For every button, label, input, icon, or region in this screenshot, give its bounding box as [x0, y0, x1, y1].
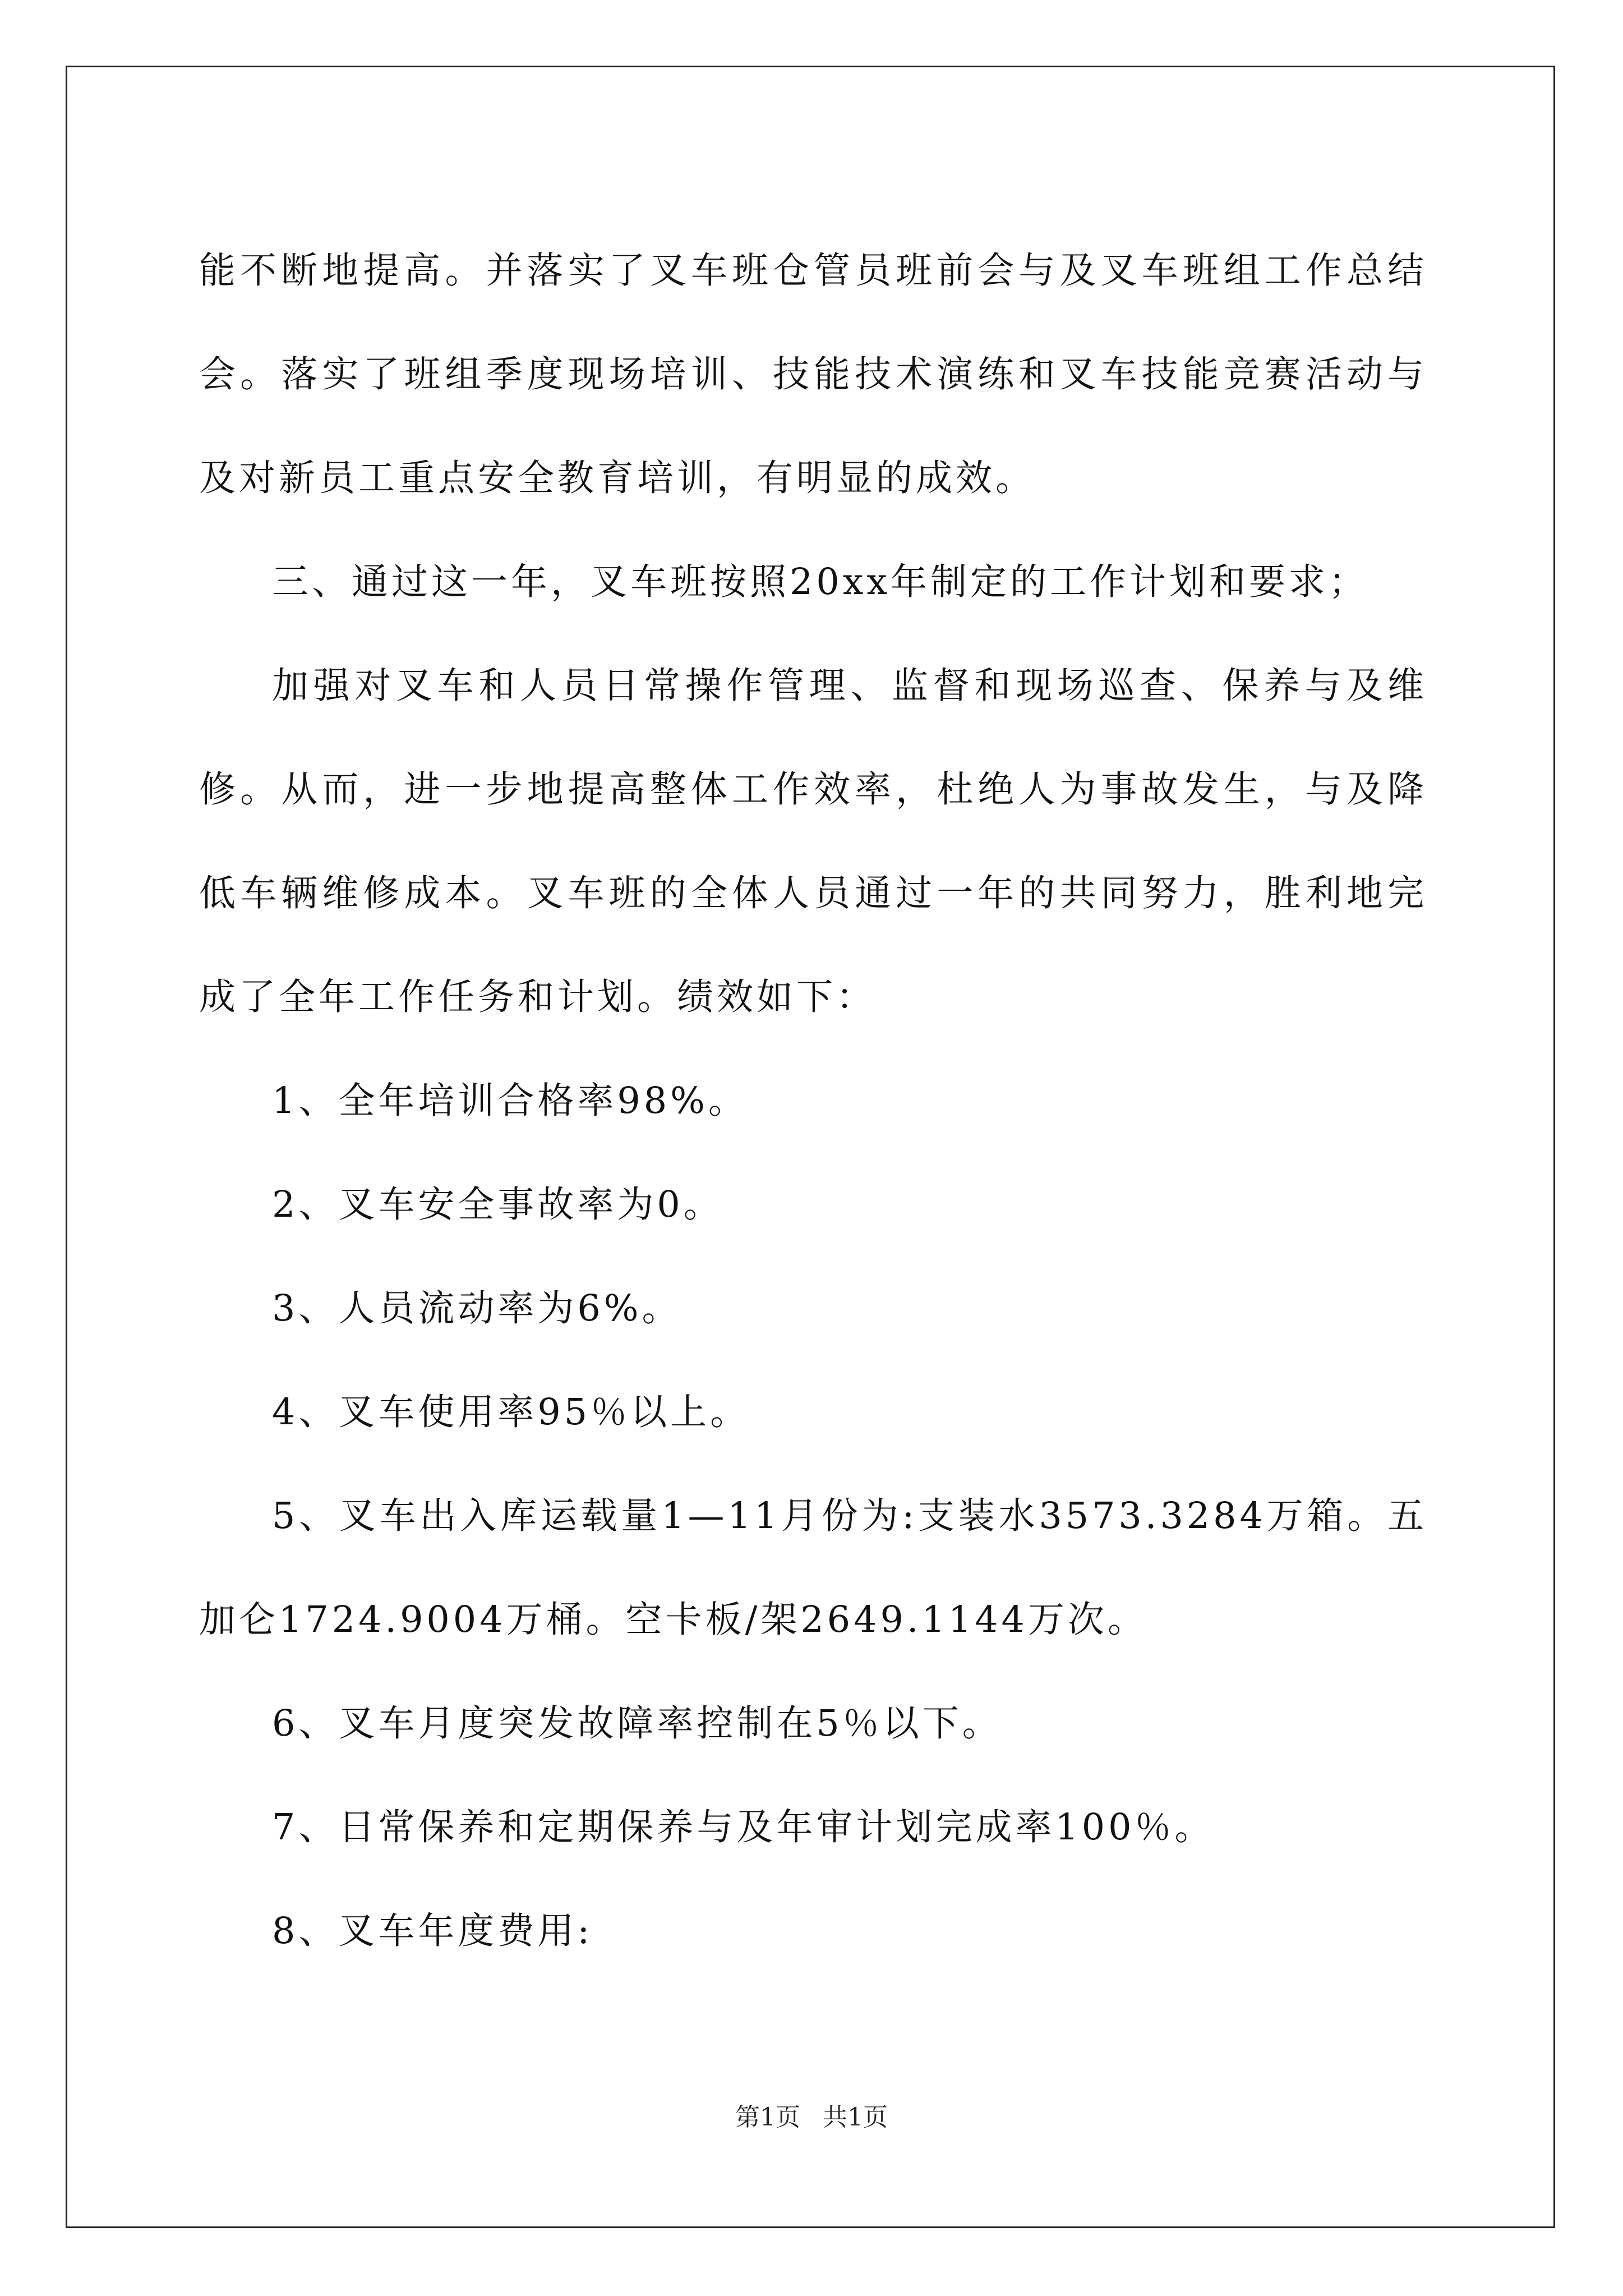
page-number: 第1页	[735, 2103, 800, 2132]
list-item-5	[199, 1464, 1427, 1672]
page-total: 共1页	[823, 2103, 888, 2132]
text-line: 1、全年培训合格率98%。	[272, 1080, 748, 1122]
text-line: 及对新员工重点安全教育培训，有明显的成效。	[199, 457, 1036, 499]
list-item-6	[199, 1672, 1427, 1775]
document-body	[199, 219, 1427, 1983]
list-item-4	[199, 1360, 1427, 1464]
text-line: 三、通过这一年，叉车班按照20xx年制定的工作计划和要求；	[272, 561, 1369, 603]
text-line: 6、叉车月度突发故障率控制在5％以下。	[272, 1703, 1002, 1745]
list-item-1	[199, 1049, 1427, 1153]
text-line: 4、叉车使用率95％以上。	[272, 1391, 750, 1433]
text-line: 加仑1724.9004万桶。空卡板/架2649.1144万次。	[199, 1599, 1147, 1641]
text-line: 5、叉车出入库运载量1—11月份为:支装水3573.3284万箱。五	[272, 1495, 1427, 1537]
paragraph-3	[199, 634, 1427, 1049]
page-footer	[0, 2101, 1623, 2134]
text-line: 8、叉车年度费用:	[272, 1910, 593, 1952]
paragraph-1	[199, 219, 1427, 530]
text-line: 3、人员流动率为6%。	[272, 1287, 682, 1329]
text-line: 7、日常保养和定期保养与及年审计划完成率100％。	[272, 1806, 1215, 1848]
text-line: 会。落实了班组季度现场培训、技能技术演练和叉车技能竞赛活动与	[199, 353, 1427, 395]
text-line: 能不断地提高。并落实了叉车班仓管员班前会与及叉车班组工作总结	[199, 250, 1427, 292]
list-item-7	[199, 1775, 1427, 1879]
text-line: 2、叉车安全事故率为0。	[272, 1184, 723, 1226]
text-line: 成了全年工作任务和计划。绩效如下：	[199, 976, 877, 1018]
list-item-8	[199, 1879, 1427, 1983]
text-line: 低车辆维修成本。叉车班的全体人员通过一年的共同努力，胜利地完	[199, 872, 1427, 914]
list-item-2	[199, 1153, 1427, 1257]
paragraph-2	[199, 530, 1427, 634]
text-line: 修。从而，进一步地提高整体工作效率，杜绝人为事故发生，与及降	[199, 769, 1427, 811]
list-item-3	[199, 1257, 1427, 1360]
text-line: 加强对叉车和人员日常操作管理、监督和现场巡查、保养与及维	[272, 665, 1427, 707]
